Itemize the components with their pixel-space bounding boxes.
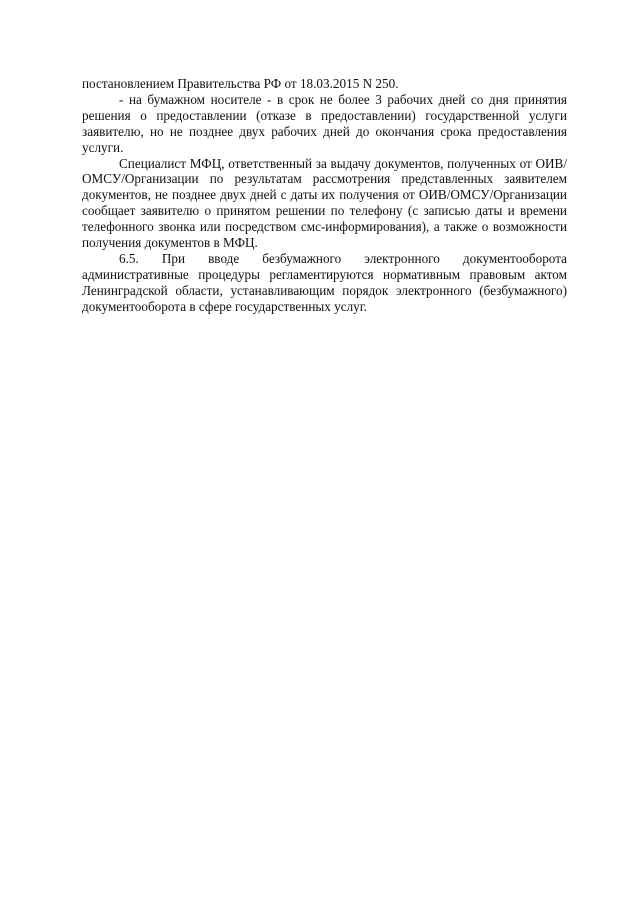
paragraph-6-5 — [82, 251, 567, 315]
paragraph-mfc-specialist: Специалист МФЦ, ответственный за выдачу документов, полученных от ОИВ/ОМСУ/Организации по результатам рассмотрения представленных заявителем документов, не позднее двух дней с даты их получения от ОИВ/ОМСУ/Организации сообщает заявителю о принятом решении по телефону (с записью даты и времени телефонного звонка или посредством смс-информирования), а также о возможности получения документов в МФЦ. — [82, 155, 567, 251]
paragraph-decree-reference: постановлением Правительства РФ от 18.03.2015 N 250. — [82, 76, 399, 91]
paragraph-number: 6.5. — [119, 250, 139, 266]
paragraph-paper-carrier: - на бумажном носителе - в срок не более 3 рабочих дней со дня принятия решения о предоставлении (отказе в предоставлении) государственной услуги заявителю, но не позднее двух рабочих дней до окончания срока предоставления услуги. — [82, 91, 567, 155]
paragraph-6-5-text: При вводе безбумажного электронного документооборота административные процедуры регламентируются нормативным правовым актом Ленинградской области, устанавливающим порядок электронного (безбумажного) документооборота в сфере государственных услуг. — [82, 250, 567, 314]
document-body — [82, 76, 567, 315]
